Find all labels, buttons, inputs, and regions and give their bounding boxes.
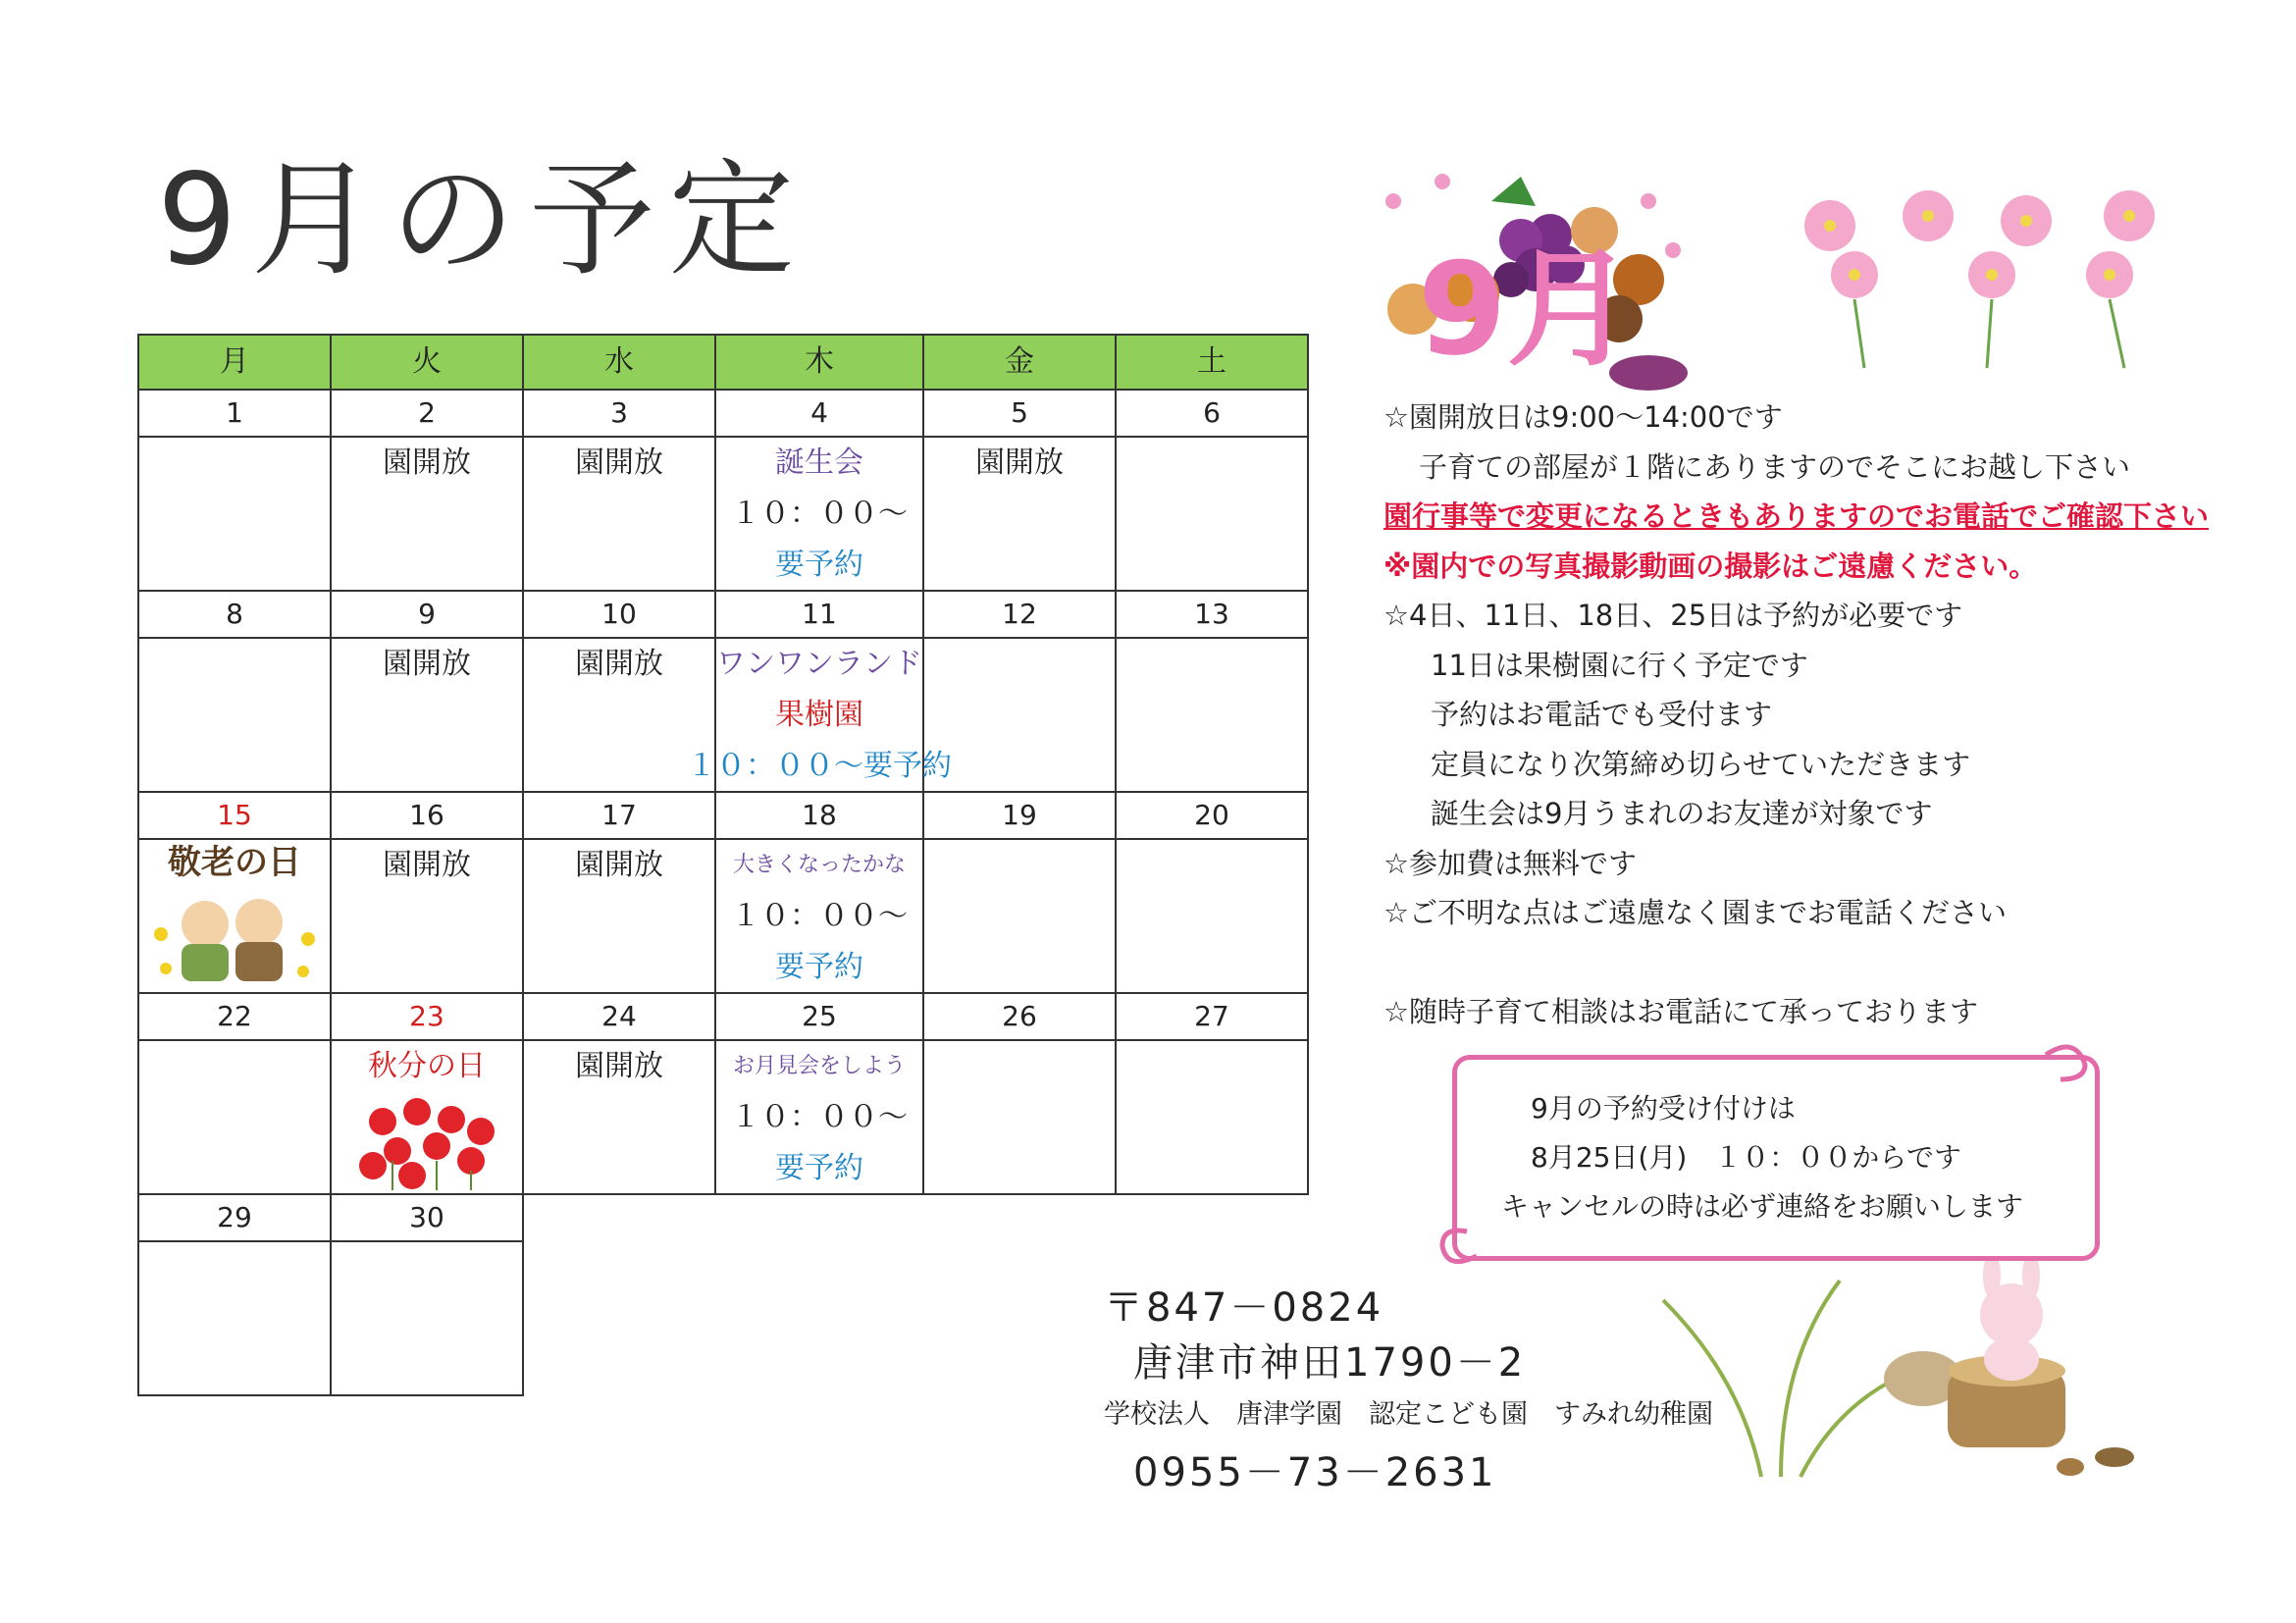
date-number: 22 <box>138 993 331 1040</box>
note-line: ※園内での写真撮影動画の撮影はご遠慮ください。 <box>1383 549 2038 583</box>
note-line: 園行事等で変更になるときもありますのでお電話でご確認下さい <box>1383 499 2210 533</box>
note-line: 定員になり次第締め切らせていただきます <box>1431 747 1971 781</box>
event-text: 要予約 <box>775 950 863 984</box>
note-line: ☆4日、11日、18日、25日は予約が必要です <box>1383 599 1963 632</box>
weekday-header: 金 <box>923 335 1116 390</box>
notes-list <box>1383 393 2209 1037</box>
weekday-header: 水 <box>523 335 715 390</box>
cosmos-flower-icon <box>1781 182 2193 373</box>
day-events <box>924 438 1115 590</box>
day-cell <box>138 437 331 591</box>
date-number: 4 <box>715 390 923 437</box>
phone-number: 0955－73－2631 <box>1133 1450 1497 1495</box>
event-text: 園開放 <box>575 848 663 882</box>
event-text: 果樹園 <box>775 698 863 732</box>
notice-line-3: キャンセルの時は必ず連絡をお願いします <box>1501 1190 2024 1223</box>
event-text: 園開放 <box>383 848 471 882</box>
event-row <box>138 839 1308 993</box>
date-number: 1 <box>138 390 331 437</box>
note-line: ☆参加費は無料です <box>1383 846 1637 880</box>
empty-cell <box>923 1194 1116 1241</box>
date-number: 2 <box>331 390 523 437</box>
date-number: 13 <box>1116 591 1308 638</box>
date-number: 11 <box>715 591 923 638</box>
day-cell <box>138 839 331 993</box>
date-number: 19 <box>923 792 1116 839</box>
calendar-table <box>137 334 1309 1396</box>
date-row <box>138 591 1308 638</box>
empty-cell <box>715 1194 923 1241</box>
date-row <box>138 993 1308 1040</box>
event-text: ワンワンランド <box>716 647 922 681</box>
day-cell <box>523 1040 715 1194</box>
day-events <box>332 1041 522 1193</box>
empty-cell <box>715 1241 923 1395</box>
date-number: 30 <box>331 1194 523 1241</box>
event-text: 大きくなったかな <box>732 853 906 877</box>
day-events <box>1117 438 1307 590</box>
day-events <box>139 1041 330 1193</box>
day-events <box>332 840 522 992</box>
empty-cell <box>523 1241 715 1395</box>
day-cell <box>523 437 715 591</box>
note-line: ☆園開放日は9:00～14:00です <box>1383 400 1783 434</box>
event-row <box>138 1040 1308 1194</box>
date-number: 10 <box>523 591 715 638</box>
day-cell <box>1116 437 1308 591</box>
day-events <box>524 1041 714 1193</box>
event-row <box>138 437 1308 591</box>
elderly-couple-icon <box>139 840 330 987</box>
date-number: 9 <box>331 591 523 638</box>
event-text: 園開放 <box>975 445 1064 480</box>
date-number: 18 <box>715 792 923 839</box>
event-row <box>138 638 1308 792</box>
date-number: 27 <box>1116 993 1308 1040</box>
red-spider-lily-icon <box>353 1092 500 1190</box>
month-badge: 9月 <box>1418 235 1635 384</box>
day-cell <box>1116 638 1308 792</box>
event-text: 園開放 <box>575 445 663 480</box>
day-events <box>332 438 522 590</box>
day-cell <box>1116 839 1308 993</box>
empty-cell <box>1116 1194 1308 1241</box>
event-text: 誕生会 <box>775 445 863 480</box>
event-text: 園開放 <box>383 445 471 480</box>
day-events <box>924 840 1115 992</box>
day-cell <box>331 1040 523 1194</box>
note-line: ☆ご不明な点はご遠慮なく園までお電話ください <box>1383 896 2007 929</box>
note-line: 誕生会は9月うまれのお友達が対象です <box>1431 797 1933 830</box>
day-events <box>1117 639 1307 791</box>
day-events <box>924 639 1115 791</box>
street-address: 唐津市神田1790－2 <box>1133 1340 1527 1386</box>
note-line: 予約はお電話でも受付ます <box>1431 698 1773 731</box>
date-number: 12 <box>923 591 1116 638</box>
day-events <box>332 639 522 791</box>
day-cell <box>715 437 923 591</box>
date-row <box>138 792 1308 839</box>
page-title: 9月の予定 <box>157 147 809 293</box>
date-number: 24 <box>523 993 715 1040</box>
date-number: 15 <box>138 792 331 839</box>
day-cell <box>715 1040 923 1194</box>
reservation-notice <box>1501 1084 2024 1231</box>
event-text: お月見会をしよう <box>732 1054 906 1078</box>
note-line: ☆随時子育て相談はお電話にて承っております <box>1383 995 1978 1028</box>
day-cell <box>331 638 523 792</box>
day-events <box>332 1242 522 1394</box>
weekday-header: 木 <box>715 335 923 390</box>
day-events <box>716 438 922 590</box>
day-cell <box>138 1040 331 1194</box>
day-events <box>139 840 330 992</box>
day-events <box>1117 1041 1307 1193</box>
event-text: １０：００～ <box>731 1100 908 1134</box>
day-cell <box>1116 1040 1308 1194</box>
day-cell <box>138 1241 331 1395</box>
date-number: 5 <box>923 390 1116 437</box>
day-events <box>524 438 714 590</box>
notice-line-2: 8月25日(月) １０：００からです <box>1531 1141 1962 1174</box>
day-events <box>687 639 952 791</box>
postal-code: 〒847－0824 <box>1104 1285 1384 1331</box>
date-number: 17 <box>523 792 715 839</box>
day-events <box>716 840 922 992</box>
weekday-header: 月 <box>138 335 331 390</box>
event-text: 要予約 <box>775 548 863 582</box>
event-text: 園開放 <box>575 1049 663 1083</box>
weekday-header: 土 <box>1116 335 1308 390</box>
event-text: 園開放 <box>383 647 471 681</box>
empty-cell <box>523 1194 715 1241</box>
keiro-label: 敬老の日 <box>168 843 301 882</box>
day-events <box>716 1041 922 1193</box>
note-line: 子育ての部屋が１階にありますのでそこにお越し下さい <box>1419 449 2131 484</box>
day-events <box>524 840 714 992</box>
day-events <box>139 438 330 590</box>
note-line <box>1383 938 2209 988</box>
day-cell <box>923 1040 1116 1194</box>
note-line: 11日は果樹園に行く予定です <box>1431 648 1808 682</box>
day-cell <box>923 437 1116 591</box>
date-number: 25 <box>715 993 923 1040</box>
event-text: 要予約 <box>775 1151 863 1185</box>
event-text: １０：００～ <box>731 497 908 531</box>
date-number: 8 <box>138 591 331 638</box>
day-events <box>1117 840 1307 992</box>
day-cell <box>331 437 523 591</box>
day-cell <box>138 638 331 792</box>
day-cell <box>523 839 715 993</box>
organization-name: 学校法人 唐津学園 認定こども園 すみれ幼稚園 <box>1104 1399 1713 1430</box>
date-row <box>138 1194 1308 1241</box>
empty-cell <box>923 1241 1116 1395</box>
date-number: 16 <box>331 792 523 839</box>
weekday-header: 火 <box>331 335 523 390</box>
date-number: 20 <box>1116 792 1308 839</box>
date-row <box>138 390 1308 437</box>
event-text: １０：００～ <box>731 899 908 933</box>
weekday-header-row <box>138 335 1308 390</box>
date-number: 26 <box>923 993 1116 1040</box>
date-number: 29 <box>138 1194 331 1241</box>
rabbit-icon <box>1653 1261 2164 1487</box>
day-cell <box>923 638 1116 792</box>
day-cell <box>923 839 1116 993</box>
day-events <box>924 1041 1115 1193</box>
notice-line-1: 9月の予約受け付けは <box>1531 1092 1796 1125</box>
date-number: 23 <box>331 993 523 1040</box>
event-text: 園開放 <box>575 647 663 681</box>
date-number: 6 <box>1116 390 1308 437</box>
day-cell <box>331 839 523 993</box>
address-block <box>1104 1281 1713 1500</box>
event-text: １０：００～要予約 <box>687 749 952 783</box>
day-cell <box>715 839 923 993</box>
day-events <box>139 1242 330 1394</box>
event-text: 秋分の日 <box>368 1049 486 1083</box>
date-number: 3 <box>523 390 715 437</box>
day-cell <box>687 638 952 792</box>
day-events <box>139 639 330 791</box>
day-cell <box>331 1241 523 1395</box>
